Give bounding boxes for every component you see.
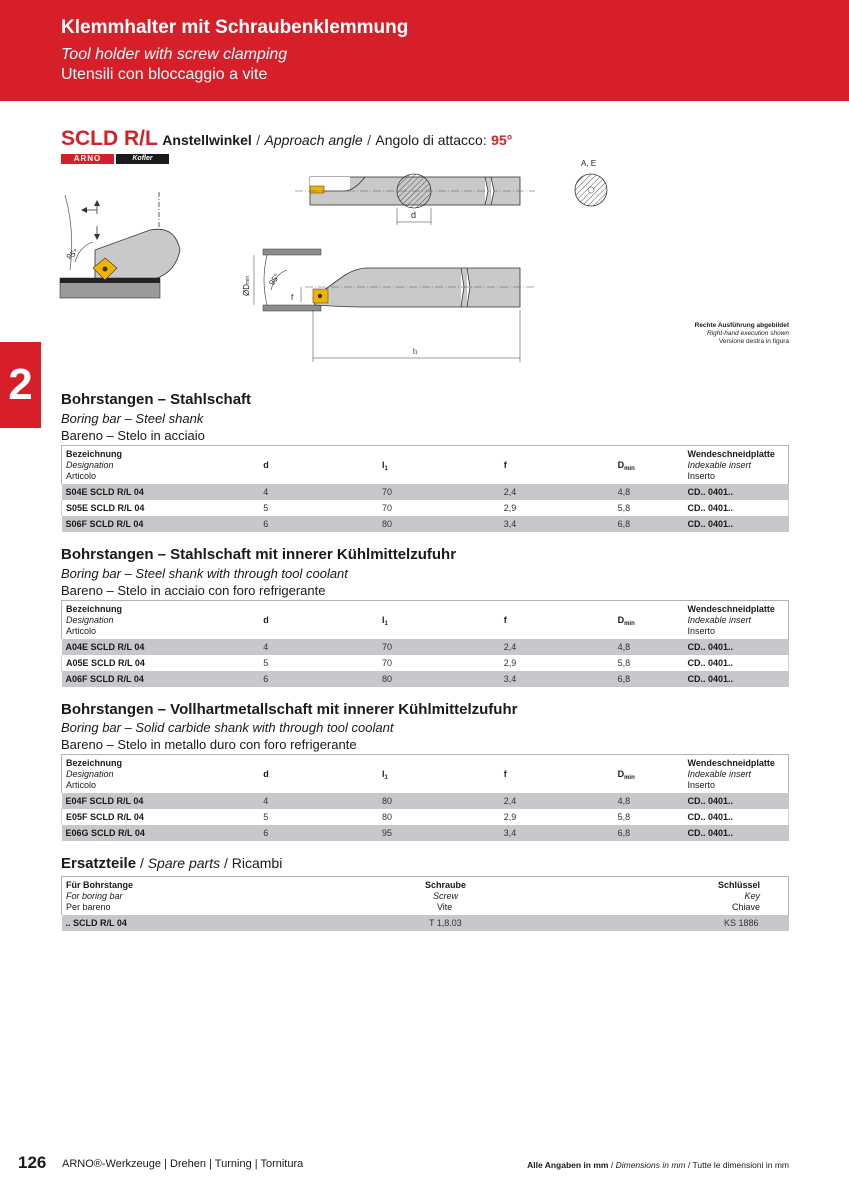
spare-parts-title — [61, 855, 282, 872]
table-row: A04E SCLD R/L 04 4 70 2,4 4,8 CD.. 0401.. — [62, 639, 789, 655]
technical-drawing — [55, 150, 795, 365]
title-separator: / — [367, 132, 371, 148]
table-row: E05F SCLD R/L 04 5 80 2,9 5,8 CD.. 0401.. — [62, 809, 789, 825]
section-title-en: Boring bar – Steel shank — [61, 411, 204, 426]
th-insert-de: Wendeschneidplatte — [687, 604, 775, 614]
header-title-en: Tool holder with screw clamping — [61, 46, 288, 63]
section-title-it: Bareno – Stelo in acciaio con foro refrigerante — [61, 583, 326, 598]
l1-dimension-label: l1 — [413, 347, 418, 356]
table-row: A06F SCLD R/L 04 6 80 3,4 6,8 CD.. 0401.. — [62, 671, 789, 687]
spare-parts-table — [61, 876, 789, 931]
th-designation-de: Bezeichnung — [66, 758, 123, 768]
th-key-it: Chiave — [731, 902, 760, 912]
spare-parts-title-de: Ersatzteile — [61, 855, 137, 872]
section-title-en: Boring bar – Steel shank with through tool coolant — [61, 566, 348, 581]
table-row: S06F SCLD R/L 04 6 80 3,4 6,8 CD.. 0401.. — [62, 516, 789, 532]
th-dmin: $D_{min}$ — [617, 769, 635, 781]
th-dmin: $D_{min}$ — [617, 460, 635, 472]
th-screw-it: Vite — [436, 902, 453, 912]
section-label: A, E — [581, 159, 597, 168]
d-dimension-label: d — [411, 210, 417, 220]
header-title-de: Klemmhalter mit Schraubenklemmung — [61, 17, 409, 38]
section-view — [575, 159, 607, 206]
th-l1: $l_1$ — [382, 769, 388, 781]
th-insert-it: Inserto — [687, 780, 715, 790]
title-separator: / — [610, 1160, 614, 1170]
title-separator: / — [223, 855, 228, 871]
kofler-logo: Kofler — [116, 154, 169, 164]
product-title — [61, 127, 512, 151]
table-row: S05E SCLD R/L 04 5 70 2,9 5,8 CD.. 0401.. — [62, 500, 789, 516]
table-row: A05E SCLD R/L 04 5 70 2,9 5,8 CD.. 0401.. — [62, 655, 789, 671]
angle-label: 95° — [267, 272, 282, 288]
note-it: Versione destra in figura — [718, 338, 789, 345]
th-screw-de: Schraube — [424, 880, 466, 890]
table-header-row — [62, 601, 789, 640]
th-f: f — [503, 615, 507, 625]
product-code: SCLD R/L — [61, 127, 158, 150]
title-separator: / — [139, 855, 144, 871]
title-separator: / — [687, 1160, 691, 1170]
side-view — [295, 174, 535, 225]
f-dimension-label: f — [291, 293, 294, 302]
th-key-en: Key — [744, 891, 760, 901]
th-designation-de: Bezeichnung — [66, 604, 123, 614]
section-title-de: Bohrstangen – Stahlschaft — [61, 391, 252, 408]
th-designation-en: Designation — [66, 769, 114, 779]
th-insert-de: Wendeschneidplatte — [687, 449, 775, 459]
note-en: Right-hand execution shown — [706, 330, 789, 337]
units-note-en: Dimensions in mm — [615, 1160, 686, 1170]
th-dmin: $D_{min}$ — [617, 615, 635, 627]
th-designation-it: Articolo — [66, 471, 97, 481]
th-designation-en: Designation — [66, 615, 114, 625]
spec-table-steel-shank — [61, 445, 789, 532]
units-note-it: Tutte le dimensioni in mm — [692, 1160, 789, 1170]
th-f: f — [503, 460, 507, 470]
approach-angle-value: 95° — [491, 132, 513, 148]
section-title-de: Bohrstangen – Stahlschaft mit innerer Kühlmittelzufuhr — [61, 546, 457, 563]
table-header-row — [62, 877, 789, 916]
th-d: d — [263, 460, 269, 470]
th-boring-bar-en: For boring bar — [66, 891, 123, 901]
th-insert-en: Indexable insert — [687, 460, 752, 470]
th-insert-it: Inserto — [687, 471, 715, 481]
section-title-it: Bareno – Stelo in metallo duro con foro refrigerante — [61, 737, 357, 752]
th-designation-it: Articolo — [66, 626, 97, 636]
section-title-de: Bohrstangen – Vollhartmetallschaft mit innerer Kühlmittelzufuhr — [61, 701, 518, 718]
dmin-label: ØDmin — [242, 275, 251, 296]
arno-logo: ARNO — [61, 154, 114, 164]
approach-angle-label-en: Approach angle — [264, 132, 363, 148]
th-designation-de: Bezeichnung — [66, 449, 123, 459]
note-de: Rechte Ausführung abgebildet — [694, 322, 789, 329]
table-row: S04E SCLD R/L 04 4 70 2,4 4,8 CD.. 0401.. — [62, 484, 789, 500]
th-l1: $l_1$ — [382, 615, 388, 627]
th-designation-it: Articolo — [66, 780, 97, 790]
table-row: E06G SCLD R/L 04 6 95 3,4 6,8 CD.. 0401.. — [62, 825, 789, 841]
spec-table-carbide-shank — [61, 754, 789, 841]
th-l1: $l_1$ — [382, 460, 388, 472]
th-designation-en: Designation — [66, 460, 114, 470]
spare-parts-title-it: Ricambi — [231, 855, 283, 871]
approach-angle-label-de: Anstellwinkel — [162, 132, 252, 148]
th-key-de: Schlüssel — [717, 880, 760, 890]
title-separator: / — [256, 132, 261, 148]
footer-units-note — [527, 1160, 789, 1170]
angle-label: 95° — [64, 247, 81, 262]
chapter-tab[interactable]: 2 — [0, 342, 41, 428]
page-header — [0, 0, 849, 101]
th-boring-bar-it: Per bareno — [66, 902, 111, 912]
header-title-it: Utensili con bloccaggio a vite — [61, 66, 268, 83]
th-d: d — [263, 769, 269, 779]
detail-view — [60, 192, 180, 298]
execution-note — [695, 322, 789, 346]
table-header-row — [62, 755, 789, 794]
spare-parts-title-en: Spare parts — [147, 855, 221, 871]
footer-breadcrumb: ARNO®-Werkzeuge | Drehen | Turning | Tornitura — [62, 1158, 304, 1170]
units-note-de: Alle Angaben in mm — [527, 1160, 609, 1170]
th-insert-en: Indexable insert — [687, 769, 752, 779]
th-screw-en: Screw — [432, 891, 458, 901]
section-title-en: Boring bar – Solid carbide shank with through tool coolant — [61, 720, 394, 735]
th-insert-de: Wendeschneidplatte — [687, 758, 775, 768]
section-title-it: Bareno – Stelo in acciaio — [61, 428, 205, 443]
table-row: .. SCLD R/L 04 T 1,8.03 KS 1886 — [62, 915, 789, 931]
th-f: f — [503, 769, 507, 779]
spec-table-steel-shank-coolant — [61, 600, 789, 687]
page-number: 126 — [18, 1153, 47, 1172]
table-row: E04F SCLD R/L 04 4 80 2,4 4,8 CD.. 0401.. — [62, 793, 789, 809]
th-boring-bar-de: Für Bohrstange — [66, 880, 134, 890]
approach-angle-label-it: Angolo di attacco: — [375, 132, 487, 148]
th-insert-it: Inserto — [687, 626, 715, 636]
th-d: d — [263, 615, 269, 625]
th-insert-en: Indexable insert — [687, 615, 752, 625]
boring-view — [242, 249, 535, 362]
table-header-row — [62, 446, 789, 485]
